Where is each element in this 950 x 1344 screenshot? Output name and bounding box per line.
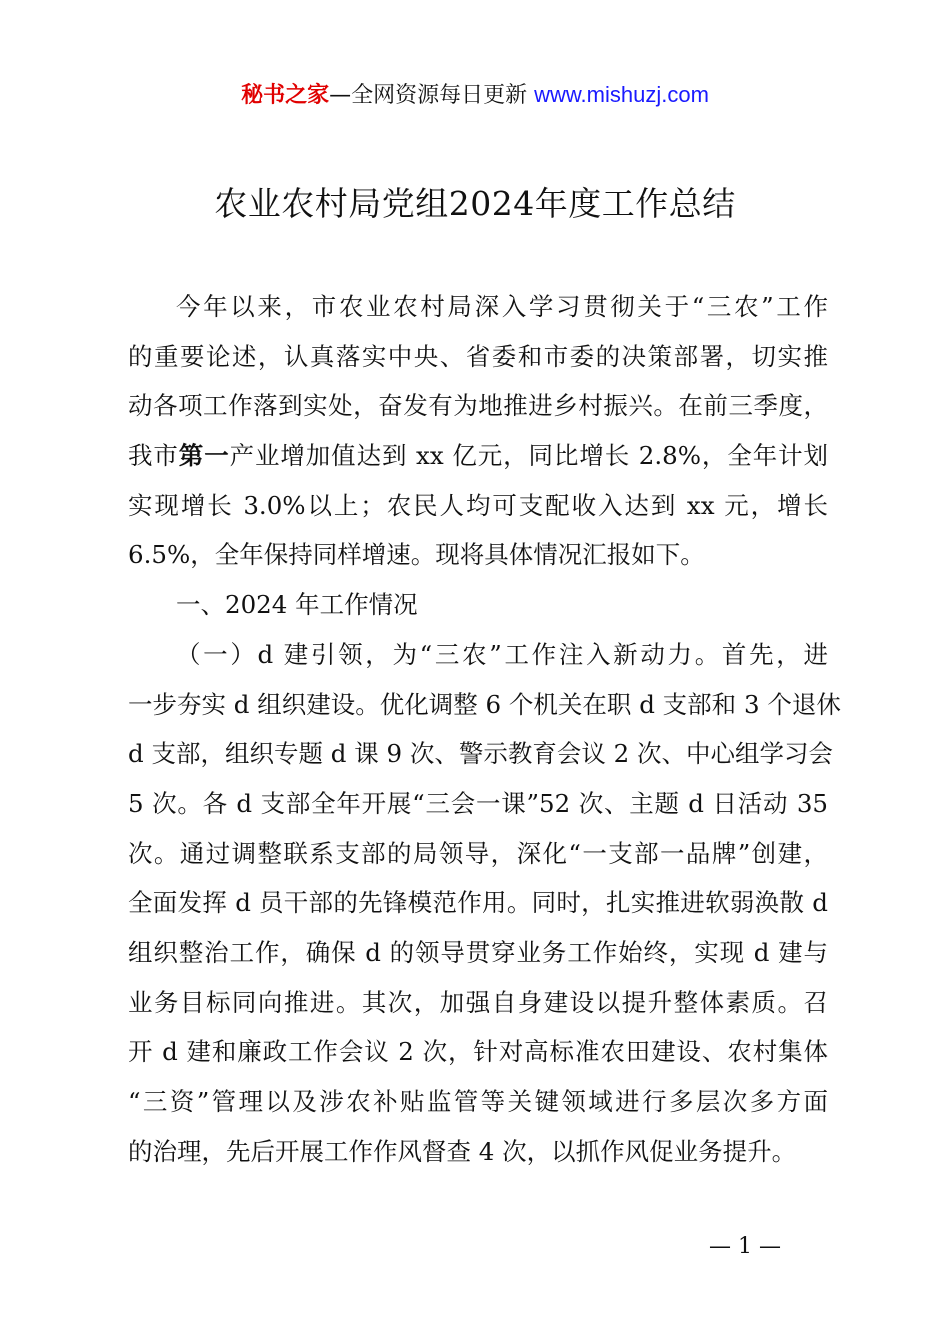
document-title: 农业农村局党组2024年度工作总结 xyxy=(214,184,736,223)
paragraph-line: 动各项工作落到实处，奋发有为地推进乡村振兴。在前三季度， xyxy=(128,391,828,421)
site-tagline: —全网资源每日更新 xyxy=(329,83,528,108)
paragraph-line: 5 次。各 d 支部全年开展“三会一课”52 次、主题 d 日活动 35 xyxy=(128,788,828,818)
site-header xyxy=(0,78,950,113)
paragraph-line: 次。通过调整联系支部的局领导，深化“一支部一品牌”创建， xyxy=(128,838,828,868)
paragraph-line xyxy=(128,431,828,481)
document-body xyxy=(128,282,841,1176)
paragraph-line: d 支部，组织专题 d 课 9 次、警示教育会议 2 次、中心组学习会 xyxy=(128,739,834,769)
paragraph-line: 开 d 建和廉政工作会议 2 次，针对高标准农田建设、农村集体 xyxy=(128,1037,828,1067)
paragraph-line: 组织整治工作，确保 d 的领导贯穿业务工作始终，实现 d 建与 xyxy=(128,937,828,967)
line-text: 我市 xyxy=(128,441,179,471)
bold-text: 第一 xyxy=(178,441,230,471)
paragraph-line: 6.5%，全年保持同样增速。现将具体情况汇报如下。 xyxy=(128,540,705,570)
paragraph-line: （一）d 建引领，为“三农”工作注入新动力。首先，进 xyxy=(176,639,828,669)
paragraph-line: 今年以来，市农业农村局深入学习贯彻关于“三农”工作 xyxy=(176,292,828,321)
paragraph-line: “三资”管理以及涉农补贴监管等关键领域进行多层次多方面 xyxy=(128,1087,828,1116)
paragraph-line: 的治理，先后开展工作作风督查 4 次，以抓作风促业务提升。 xyxy=(128,1136,797,1166)
site-brand: 秘书之家 xyxy=(241,83,330,108)
paragraph-line: 的重要论述，认真落实中央、省委和市委的决策部署，切实推 xyxy=(128,341,828,371)
paragraph-line: 实现增长 3.0%以上；农民人均可支配收入达到 xx 元，增长 xyxy=(128,490,828,520)
paragraph-line: 业务目标同向推进。其次，加强自身建设以提升整体素质。召 xyxy=(128,987,828,1017)
line-text: 产业增加值达到 xx 亿元，同比增长 2.8%，全年计划 xyxy=(229,441,829,471)
page-number: — 1 — xyxy=(709,1234,781,1259)
paragraph-line: 全面发挥 d 员干部的先锋模范作用。同时，扎实推进软弱涣散 d xyxy=(128,888,828,918)
site-url-link[interactable]: www.mishuzj.com xyxy=(534,82,709,107)
paragraph-line: 一步夯实 d 组织建设。优化调整 6 个机关在职 d 支部和 3 个退休 xyxy=(128,689,841,719)
section-heading: 一、2024 年工作情况 xyxy=(176,590,418,620)
